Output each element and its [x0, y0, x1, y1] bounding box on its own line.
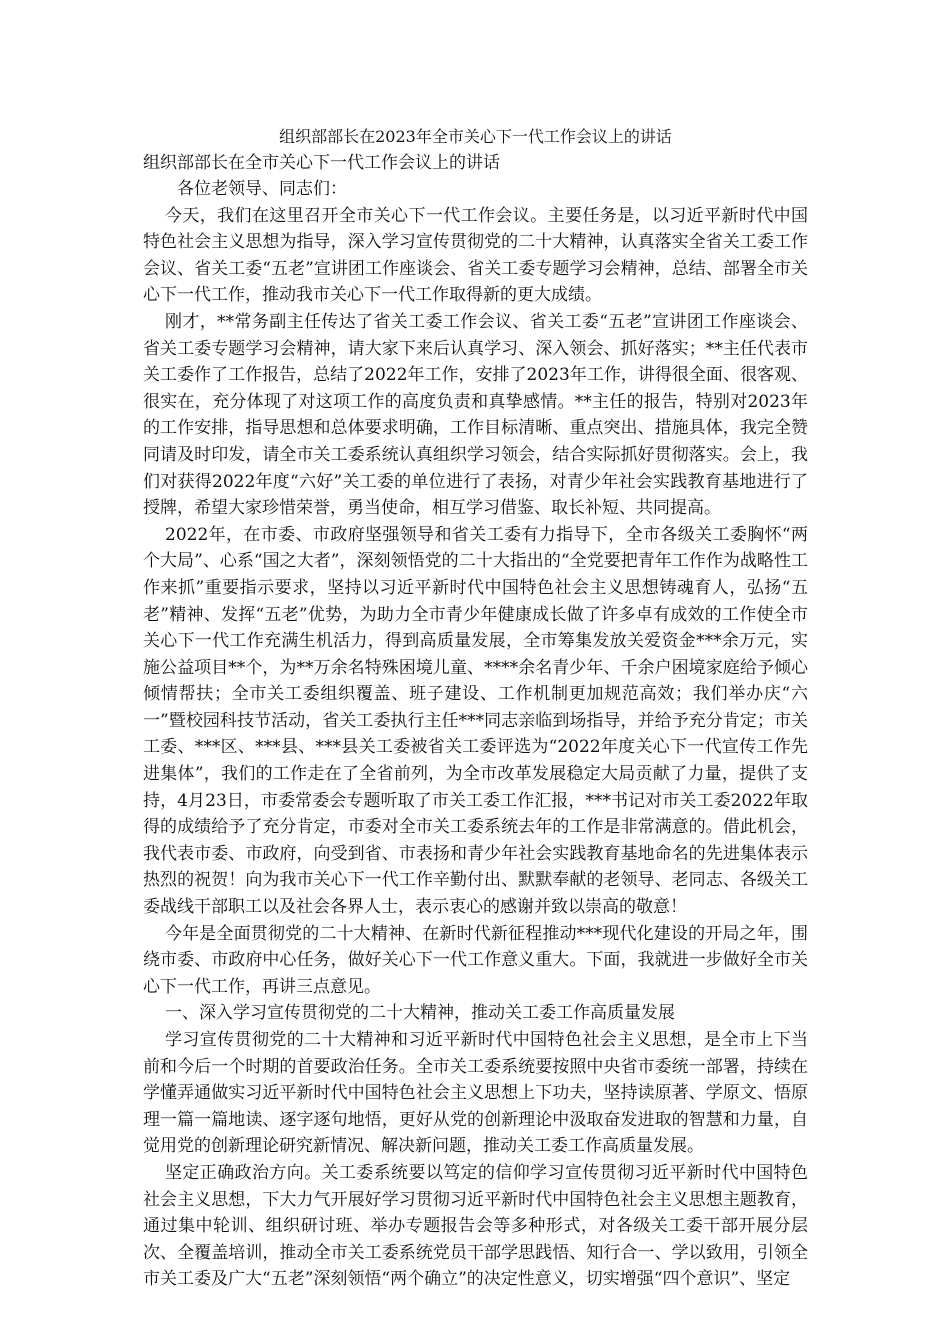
paragraph-reports: 刚才，**常务副主任传达了省关工委工作会议、省关工委“五老”宣讲团工作座谈会、省关工委专题学习会精神，请大家下来后认真学习、深入领会、抓好落实；**主任代表市关工委作了工作报告，总结了2022年工作，安排了2023年工作，讲得很全面、很客观、很实在，充分体现了对这项工作的高度负责和真挚感情。**主任的报告，特别对2023年的工作安排，指导思想和总体要求明确，工作目标清晰、重点突出、措施具体，我完全赞同请及时印发，请全市关工委系统认真组织学习领会，结合实际抓好贯彻落实。会上，我们对获得2022年度“六好”关工委的单位进行了表扬，对青少年社会实践教育基地进行了授牌，希望大家珍惜荣誉，勇当使命，相互学习借鉴、取长补短、共同提高。 [143, 311, 808, 519]
document-page [143, 124, 808, 1293]
document-subtitle: 组织部部长在全市关心下一代工作会议上的讲话 [143, 153, 500, 173]
paragraph-achievements: 2022年，在市委、市政府坚强领导和省关工委有力指导下，全市各级关工委胸怀“两个大局”、心系“国之大者”，深刻领悟党的二十大指出的“全党要把青年工作作为战略性工作来抓”重要指示要求，坚持以习近平新时代中国特色社会主义思想铸魂育人，弘扬“五老”精神、发挥“五老”优势，为助力全市青少年健康成长做了许多卓有成效的工作使全市关心下一代工作充满生机活力，得到高质量发展，全市筹集发放关爱资金***余万元，实施公益项目**个，为**万余名特殊困境儿童、****余名青少年、千余户困境家庭给予倾心倾情帮扶；全市关工委组织覆盖、班子建设、工作机制更加规范高效；我们举办庆“六一”暨校园科技节活动，省关工委执行主任***同志亲临到场指导，并给予充分肯定；市关工委、***区、***县、***县关工委被省关工委评选为“2022年度关心下一代宣传工作先进集体”，我们的工作走在了全省前列，为全市改革发展稳定大局贡献了力量，提供了支持，4月23日，市委常委会专题听取了市关工委工作汇报，***书记对市关工委2022年取得的成绩给予了充分肯定，市委对全市关工委系统去年的工作是非常满意的。借此机会，我代表市委、市政府，向受到省、市表扬和青少年社会实践教育基地命名的先进集体表示热烈的祝贺！向为我市关心下一代工作辛勤付出、默默奉献的老领导、老同志、各级关工委战线干部职工以及社会各界人士，表示衷心的感谢并致以崇高的敬意！ [143, 524, 808, 918]
salutation: 各位老领导、同志们： [177, 179, 347, 199]
paragraph-study: 学习宣传贯彻党的二十大精神和习近平新时代中国特色社会主义思想，是全市上下当前和今后一个时期的首要政治任务。全市关工委系统要按照中央省市委统一部署，持续在学懂弄通做实习近平新时代中国特色社会主义思想上下功夫，坚持读原著、学原文、悟原理一篇一篇地读、逐字逐句地悟，更好从党的创新理论中汲取奋发进取的智慧和力量，自觉用党的创新理论研究新情况、解决新问题，推动关工委工作高质量发展。 [143, 1030, 808, 1157]
paragraph-opening: 今天，我们在这里召开全市关心下一代工作会议。主要任务是，以习近平新时代中国特色社会主义思想为指导，深入学习宣传贯彻党的二十大精神，认真落实全省关工委工作会议、省关工委“五老”宣讲团工作座谈会、省关工委专题学习会精神，总结、部署全市关心下一代工作，推动我市关心下一代工作取得新的更大成绩。 [143, 205, 808, 306]
paragraph-political-direction: 坚定正确政治方向。关工委系统要以笃定的信仰学习宣传贯彻习近平新时代中国特色社会主义思想，下大力气开展好学习贯彻习近平新时代中国特色社会主义思想主题教育，通过集中轮训、组织研讨班、举办专题报告会等多种形式，对各级关工委干部开展分层次、全覆盖培训，推动全市关工委系统党员干部学思践悟、知行合一、学以致用，引领全市关工委及广大“五老”深刻领悟“两个确立”的决定性意义，切实增强“四个意识”、坚定 [143, 1162, 808, 1290]
document-title: 组织部部长在2023年全市关心下一代工作会议上的讲话 [279, 127, 672, 146]
section-heading-one: 一、深入学习宣传贯彻党的二十大精神，推动关工委工作高质量发展 [165, 1003, 675, 1024]
paragraph-transition: 今年是全面贯彻党的二十大精神、在新时代新征程推动***现代化建设的开局之年，围绕市委、市政府中心任务，做好关心下一代工作意义重大。下面，我就进一步做好全市关心下一代工作，再讲三点意见。 [143, 923, 808, 997]
